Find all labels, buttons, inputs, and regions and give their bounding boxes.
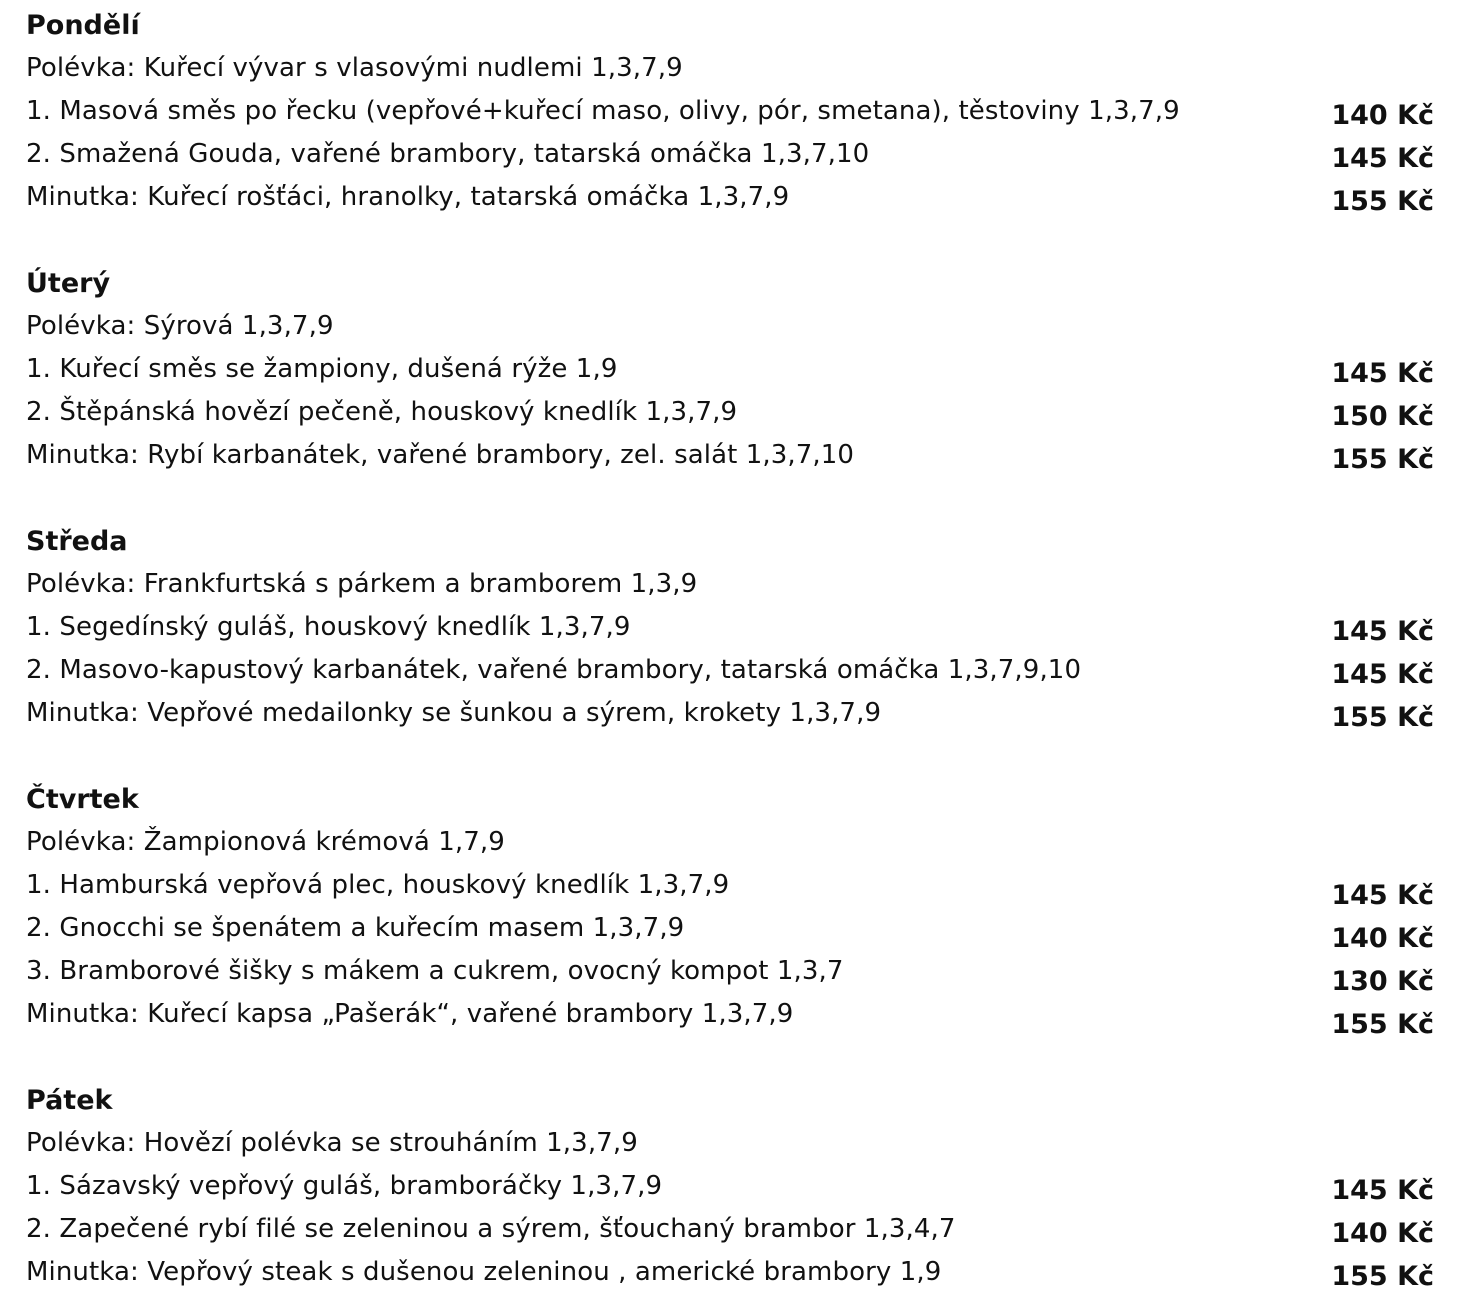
dish-name: 1. Kuřecí směs se žampiony, dušená rýže 1,9 xyxy=(26,354,618,384)
dish-name: 2. Štěpánská hovězí pečeně, houskový knedlík 1,3,7,9 xyxy=(26,397,738,427)
dish-name: 2. Gnocchi se špenátem a kuřecím masem 1,3,7,9 xyxy=(26,913,685,943)
day-friday xyxy=(26,1079,1434,1294)
dish-name: Minutka: Vepřové medailonky se šunkou a sýrem, krokety 1,3,7,9 xyxy=(26,698,882,728)
menu-item xyxy=(26,950,1434,997)
dish-name: 1. Sázavský vepřový guláš, bramboráčky 1,3,7,9 xyxy=(26,1171,663,1201)
dish-name: Polévka: Kuřecí vývar s vlasovými nudlemi 1,3,7,9 xyxy=(26,53,683,83)
day-title: Pátek xyxy=(26,1085,113,1116)
soup-line xyxy=(26,1122,1434,1165)
dish-name: 1. Hamburská vepřová plec, houskový knedlík 1,3,7,9 xyxy=(26,870,730,900)
dish-name: 2. Zapečené rybí filé se zeleninou a sýrem, šťouchaný brambor 1,3,4,7 xyxy=(26,1214,956,1244)
menu-item xyxy=(26,692,1434,735)
dish-name: 1. Segedínský guláš, houskový knedlík 1,3,7,9 xyxy=(26,612,631,642)
menu-item xyxy=(26,90,1434,133)
dish-price: 140 Kč xyxy=(1331,1218,1434,1249)
dish-name: Minutka: Vepřový steak s dušenou zeleninou , americké brambory 1,9 xyxy=(26,1257,942,1287)
dish-name: Polévka: Frankfurtská s párkem a bramborem 1,3,9 xyxy=(26,569,698,599)
dish-price: 155 Kč xyxy=(1331,444,1434,475)
menu-item xyxy=(26,649,1434,692)
dish-name: Minutka: Rybí karbanátek, vařené brambory, zel. salát 1,3,7,10 xyxy=(26,440,855,470)
menu-item xyxy=(26,1251,1434,1294)
dish-name: 2. Smažená Gouda, vařené brambory, tatarská omáčka 1,3,7,10 xyxy=(26,139,870,169)
dish-price: 130 Kč xyxy=(1331,966,1434,997)
dish-price: 155 Kč xyxy=(1331,186,1434,217)
menu-item xyxy=(26,434,1434,477)
dish-name: Minutka: Kuřecí rošťáci, hranolky, tatarská omáčka 1,3,7,9 xyxy=(26,182,790,212)
soup-line xyxy=(26,47,1434,90)
dish-price: 145 Kč xyxy=(1331,358,1434,389)
soup-line xyxy=(26,821,1434,864)
menu-item xyxy=(26,133,1434,176)
soup-line xyxy=(26,305,1434,348)
dish-price: 145 Kč xyxy=(1331,616,1434,647)
dish-name: 3. Bramborové šišky s mákem a cukrem, ovocný kompot 1,3,7 xyxy=(26,956,844,986)
menu-item xyxy=(26,176,1434,219)
dish-price: 140 Kč xyxy=(1331,923,1434,954)
dish-price: 145 Kč xyxy=(1331,659,1434,690)
day-tuesday xyxy=(26,262,1434,477)
dish-price: 140 Kč xyxy=(1331,100,1434,131)
dish-name: 1. Masová směs po řecku (vepřové+kuřecí maso, olivy, pór, smetana), těstoviny 1,3,7,9 xyxy=(26,96,1180,126)
day-wednesday xyxy=(26,520,1434,735)
menu-item xyxy=(26,606,1434,649)
menu-item xyxy=(26,993,1434,1040)
menu-item xyxy=(26,907,1434,954)
dish-name: 2. Masovo-kapustový karbanátek, vařené brambory, tatarská omáčka 1,3,7,9,10 xyxy=(26,655,1082,685)
day-title: Pondělí xyxy=(26,10,140,41)
dish-name: Polévka: Žampionová krémová 1,7,9 xyxy=(26,827,505,857)
soup-line xyxy=(26,563,1434,606)
menu-item xyxy=(26,391,1434,434)
dish-price: 145 Kč xyxy=(1331,143,1434,174)
menu-item xyxy=(26,348,1434,391)
dish-name: Polévka: Sýrová 1,3,7,9 xyxy=(26,311,334,341)
dish-price: 145 Kč xyxy=(1331,880,1434,911)
dish-name: Minutka: Kuřecí kapsa „Pašerák“, vařené brambory 1,3,7,9 xyxy=(26,999,794,1029)
dish-price: 155 Kč xyxy=(1331,702,1434,733)
day-title: Středa xyxy=(26,526,128,557)
day-thursday xyxy=(26,778,1434,1040)
day-monday xyxy=(26,4,1434,219)
menu-item xyxy=(26,864,1434,911)
day-title: Čtvrtek xyxy=(26,784,139,815)
menu-item xyxy=(26,1165,1434,1208)
day-title: Úterý xyxy=(26,268,111,299)
dish-price: 145 Kč xyxy=(1331,1175,1434,1206)
dish-price: 150 Kč xyxy=(1331,401,1434,432)
dish-price: 155 Kč xyxy=(1331,1261,1434,1292)
dish-price: 155 Kč xyxy=(1331,1009,1434,1040)
menu-item xyxy=(26,1208,1434,1251)
dish-name: Polévka: Hovězí polévka se strouháním 1,3,7,9 xyxy=(26,1128,638,1158)
